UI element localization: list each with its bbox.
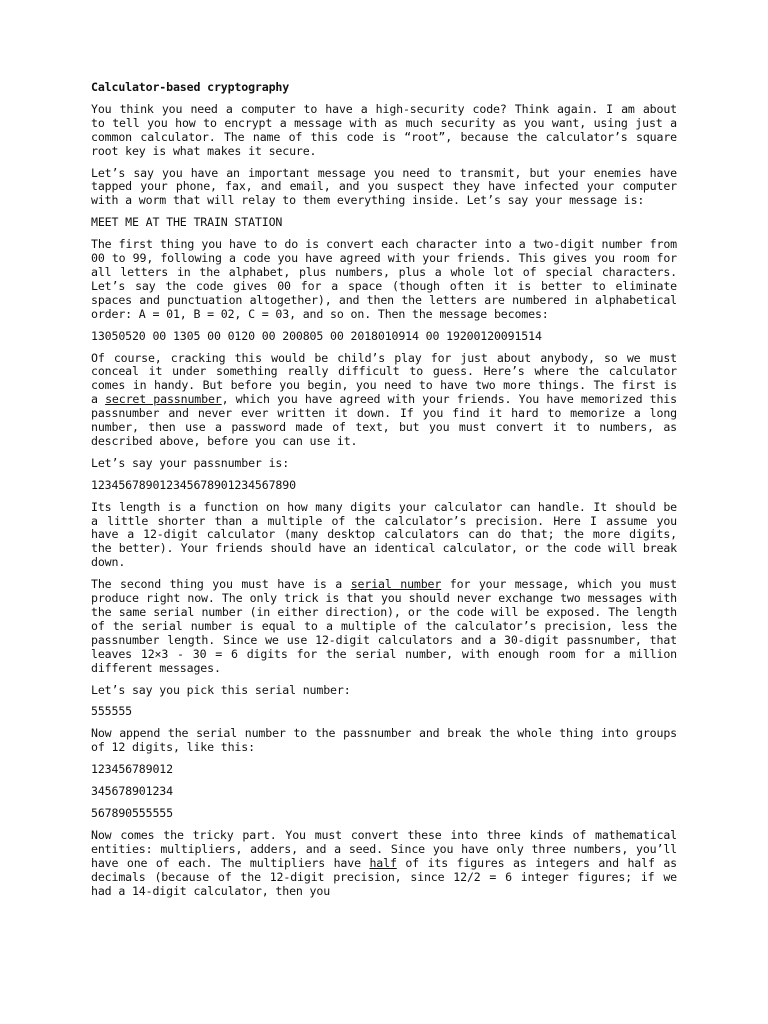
paragraph-passnumber-label: Let’s say your passnumber is: xyxy=(91,455,290,470)
encoded-message: 13050520 00 1305 00 0120 00 200805 00 2018010914 00 19200120091514 xyxy=(91,328,542,343)
paragraph-text: Now comes the tricky part. You must convert these into three kinds of mathematical entities: multipliers, adders, and a seed. Since you have only three numbers, you’ll have one of each. The multipliers have xyxy=(91,827,677,870)
digit-group-1: 123456789012 xyxy=(91,762,173,777)
paragraph-text: The second thing you must have is a xyxy=(91,577,351,592)
paragraph-scenario: Let’s say you have an important message you need to transmit, but your enemies have tapped your phone, fax, and email, and you suspect they have infected your computer with a worm that will relay to them everything inside. Let’s say your message is: xyxy=(91,165,677,208)
passnumber-value: 123456789012345678901234567890 xyxy=(91,477,296,492)
serial-number-value: 555555 xyxy=(91,704,132,719)
paragraph-grouping: Now append the serial number to the passnumber and break the whole thing into groups of 12 digits, like this: xyxy=(91,726,677,755)
secret-passnumber-term: secret passnumber xyxy=(105,392,222,407)
paragraph-precision: Its length is a function on how many digits your calculator can handle. It should be a little shorter than a multiple of the calculator’s precision. Here I assume you have a 12-digit calculator (many desktop calculators can do that; the more digits, the better). Your friends should have an identical calculator, or the code will break down. xyxy=(91,499,677,570)
digit-group-3: 567890555555 xyxy=(91,805,173,820)
paragraph-text: for your message, which you must produce right now. The only trick is that you should never exchange two messages with the same serial number (in either direction), or the code will be exposed. The length of the serial number is equal to a multiple of the calculator’s precision, less the passnumber length. Since we use 12-digit calculators and a 30-digit passnumber, that leaves 12×3 - 30 = 6 digits for the serial number, with enough room for a million different messages. xyxy=(91,577,677,675)
paragraph-text: , which you have agreed with your friends. You have memorized this passnumber and never ever written it down. If you find it hard to memorize a long number, then use a password made of text, but you must convert it to numbers, as described above, before you can use it. xyxy=(91,392,677,448)
paragraph-text: of its figures as integers and half as decimals (because of the 12-digit precision, since 12/2 = 6 integer figures; if we had a 14-digit calculator, then you xyxy=(91,855,677,898)
paragraph-conversion xyxy=(91,829,677,899)
half-term: half xyxy=(369,855,397,870)
digit-group-2: 345678901234 xyxy=(91,784,173,799)
paragraph-text: Of course, cracking this would be child’s play for just about anybody, so we must conceal it under something really difficult to guess. Here’s where the calculator comes in handy. But before you begin, you need to have two more things. The first is a xyxy=(91,350,677,407)
paragraph-serial-number xyxy=(91,578,677,675)
paragraph-intro: You think you need a computer to have a high-security code? Think again. I am about to tell you how to encrypt a message with as much security as you want, using just a common calculator. The name of this code is “root”, because the calculator’s square root key is what makes it secure. xyxy=(91,101,677,158)
paragraph-serial-label: Let’s say you pick this serial number: xyxy=(91,682,351,697)
document-page xyxy=(91,81,677,906)
plaintext-message: MEET ME AT THE TRAIN STATION xyxy=(91,215,283,230)
paragraph-passnumber-intro xyxy=(91,352,677,449)
serial-number-term: serial number xyxy=(350,577,442,592)
document-title: Calculator-based cryptography xyxy=(91,80,290,94)
paragraph-encoding: The first thing you have to do is convert each character into a two-digit number from 00 to 99, following a code you have agreed with your friends. This gives you room for all letters in the alphabet, plus numbers, plus a whole lot of special characters. Let’s say the code gives 00 for a space (though often it is better to eliminate spaces and punctuation altogether), and then the letters are numbered in alphabetical order: A = 01, B = 02, C = 03, and so on. Then the message becomes: xyxy=(91,237,677,321)
